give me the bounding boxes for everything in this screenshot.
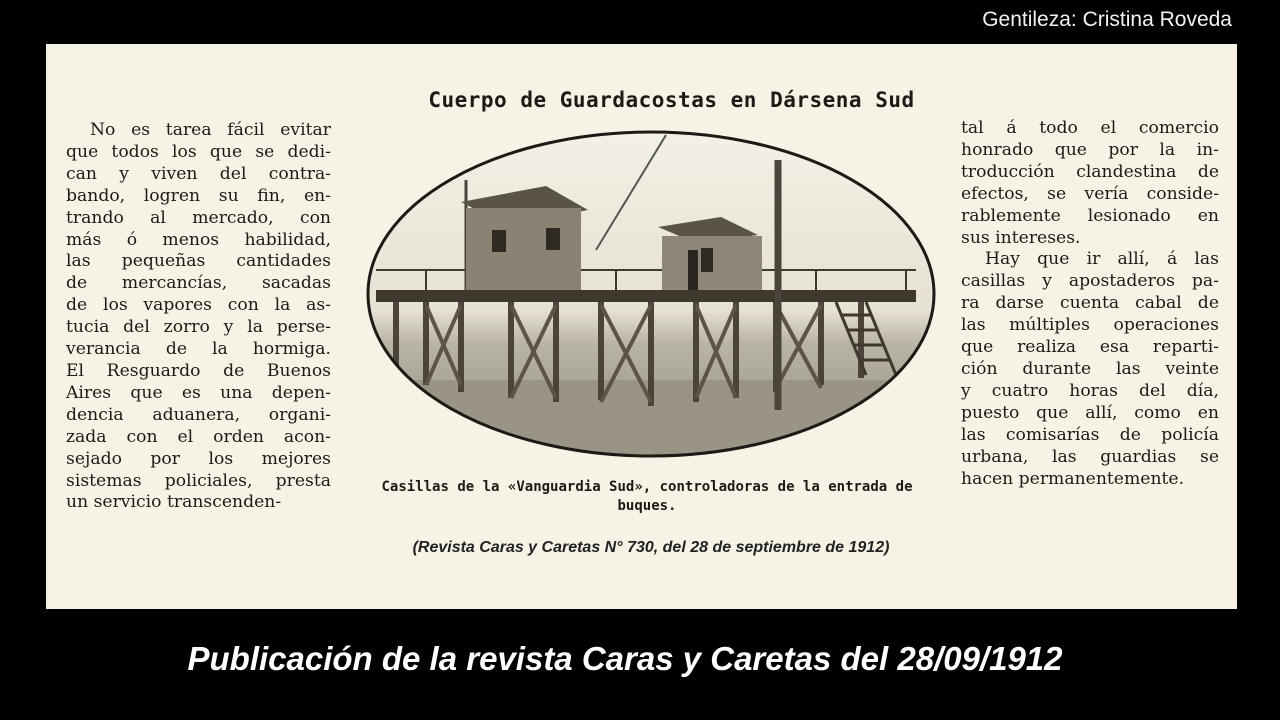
text-line: No es tarea fácil evitar [90, 120, 331, 140]
article-right-column [961, 118, 1219, 490]
text-line: sejado por los mejores [66, 448, 331, 469]
text-line: El Resguardo de Buenos [66, 360, 331, 381]
text-line: un servicio transcenden- [66, 492, 282, 513]
article-headline: Cuerpo de Guardacostas en Dársena Sud [428, 88, 915, 112]
photo-caption-line-1: Casillas de la «Vanguardia Sud», controladoras de la entrada de [381, 479, 913, 495]
text-line: las comisarías de policía [961, 424, 1219, 445]
credit-text: Gentileza: Cristina Roveda [982, 8, 1232, 31]
text-line: dencia aduanera, organi- [66, 404, 331, 425]
text-line: las pequeñas cantidades [66, 251, 331, 272]
text-line: que realiza esa reparti- [961, 337, 1219, 358]
text-line: ra darse cuenta cabal de [961, 293, 1219, 314]
text-line: Hay que ir allí, á las [985, 249, 1219, 270]
text-line: verancia de la hormiga. [66, 339, 331, 360]
text-line: rablemente lesionado en [961, 205, 1219, 226]
newspaper-clipping [46, 44, 1237, 609]
text-line: las múltiples operaciones [961, 315, 1219, 336]
text-line: ción durante las veinte [961, 358, 1219, 379]
text-line: zada con el orden acon- [66, 426, 331, 447]
text-line: y cuatro horas del día, [961, 380, 1219, 401]
text-line: Aires que es una depen- [66, 382, 331, 403]
text-line: tucia del zorro y la perse- [66, 317, 331, 338]
text-line: de los vapores con la as- [66, 295, 331, 316]
text-line: can y viven del contra- [66, 163, 331, 184]
text-line: más ó menos habilidad, [66, 229, 331, 250]
text-line: sistemas policiales, presta [66, 470, 331, 491]
text-line: urbana, las guardias se [961, 446, 1219, 467]
text-line: bando, logren su fin, en- [66, 185, 331, 206]
text-line: de mercancías, sacadas [66, 273, 331, 294]
text-line: tal á todo el comercio [961, 118, 1219, 138]
text-line: hacen permanentemente. [961, 468, 1185, 489]
source-citation: (Revista Caras y Caretas N° 730, del 28 de septiembre de 1912) [412, 539, 890, 556]
photo-caption-line-2: buques. [617, 498, 677, 514]
text-line: troducción clandestina de [961, 161, 1219, 182]
text-line: puesto que allí, como en [961, 402, 1219, 423]
text-line: que todos los que se dedi- [66, 141, 331, 162]
footer-caption: Publicación de la revista Caras y Caretas del 28/09/1912 [187, 640, 1063, 677]
text-line: efectos, se vería conside- [961, 183, 1219, 204]
article-left-column [66, 120, 331, 514]
pier-photograph [366, 130, 936, 458]
text-line: trando al mercado, con [66, 207, 331, 228]
photo-caption [362, 478, 932, 516]
text-line: sus intereses. [961, 227, 1081, 248]
text-line: casillas y apostaderos pa- [961, 271, 1219, 292]
text-line: honrado que por la in- [961, 139, 1219, 160]
